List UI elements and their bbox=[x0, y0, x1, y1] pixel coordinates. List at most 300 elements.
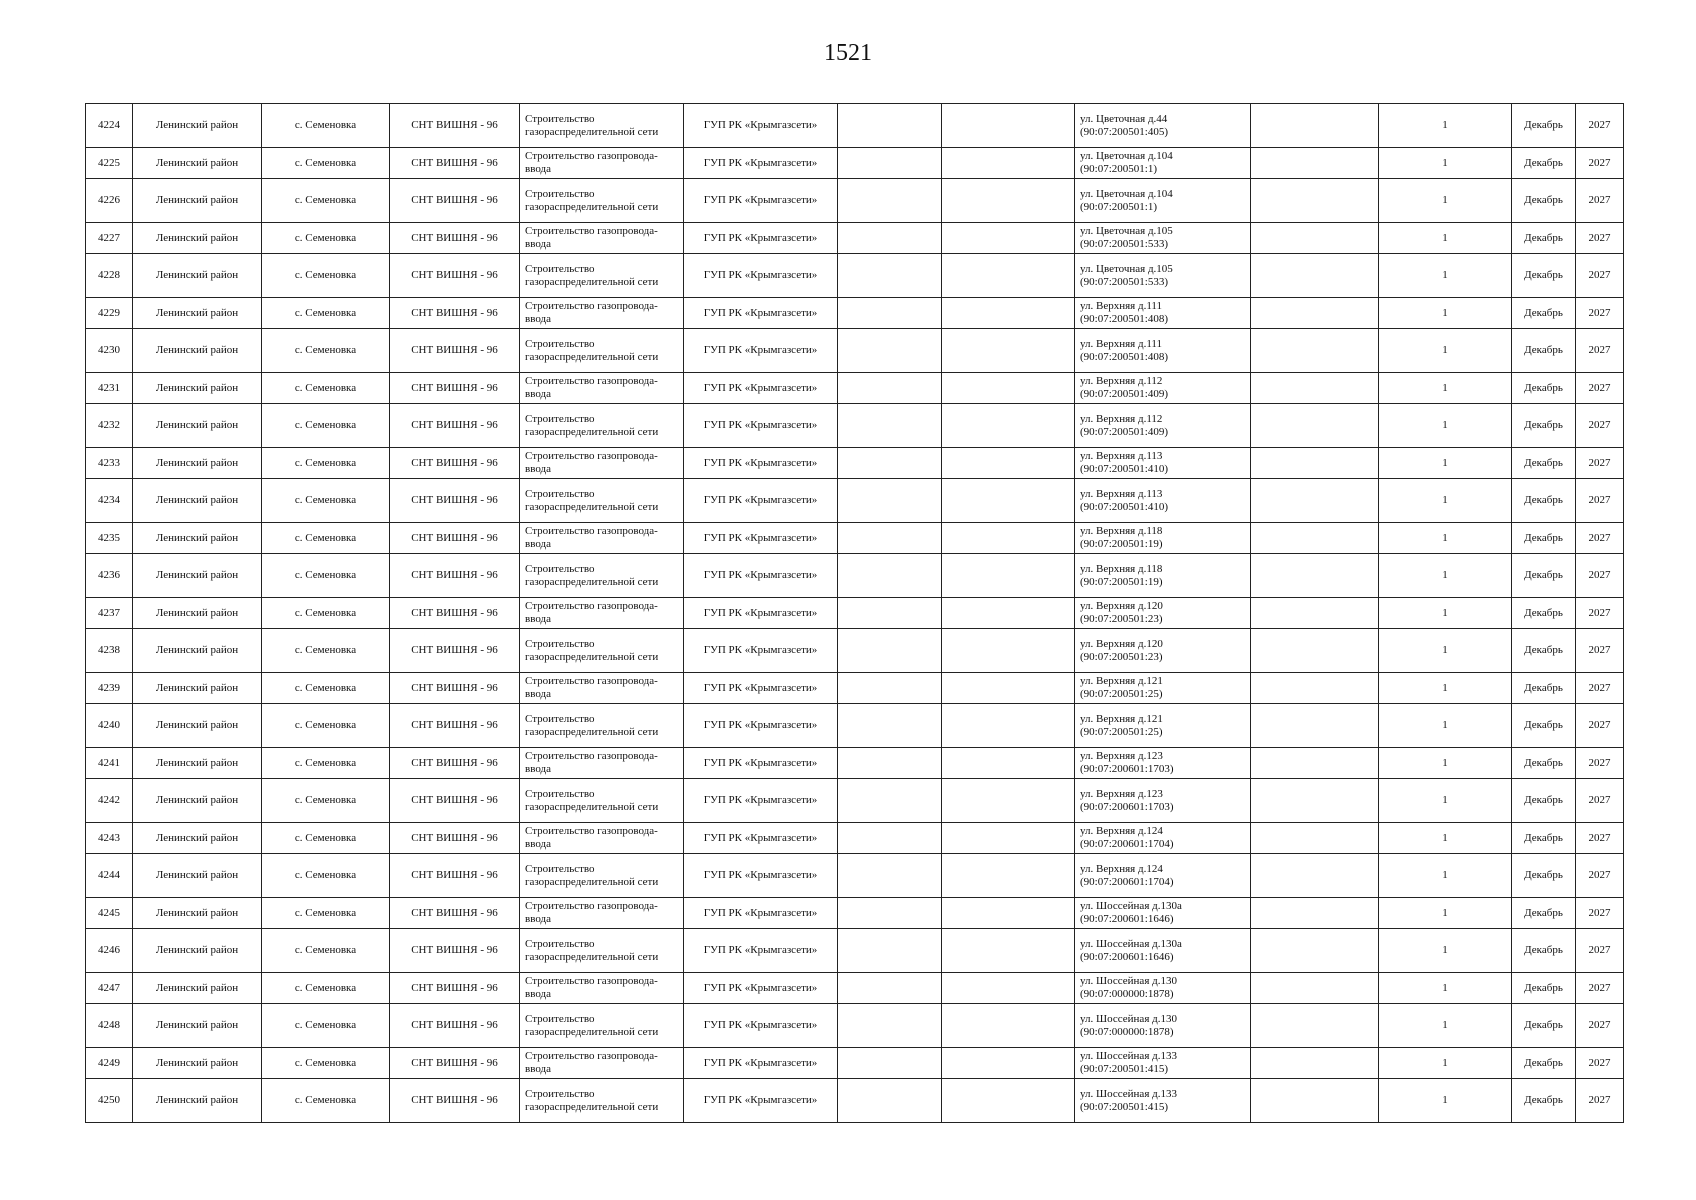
empty-cell bbox=[838, 523, 942, 554]
month-cell: Декабрь bbox=[1512, 898, 1576, 929]
work-type-cell: Строительство газопровода-ввода bbox=[520, 1048, 684, 1079]
snt-cell: СНТ ВИШНЯ - 96 bbox=[390, 1048, 520, 1079]
cadastral-number: (90:07:200501:19) bbox=[1080, 538, 1163, 550]
address-text: ул. Верхняя д.118 bbox=[1080, 562, 1163, 575]
table-row bbox=[86, 973, 1624, 1004]
quantity-cell: 1 bbox=[1379, 973, 1512, 1004]
snt-cell: СНТ ВИШНЯ - 96 bbox=[390, 373, 520, 404]
table-row bbox=[86, 254, 1624, 298]
empty-cell bbox=[838, 779, 942, 823]
quantity-cell: 1 bbox=[1379, 898, 1512, 929]
table-row bbox=[86, 1079, 1624, 1123]
empty-cell bbox=[942, 223, 1075, 254]
address-cell bbox=[1075, 673, 1251, 704]
row-number-cell: 4228 bbox=[86, 254, 133, 298]
empty-cell bbox=[1251, 104, 1379, 148]
table-row bbox=[86, 479, 1624, 523]
year-cell: 2027 bbox=[1576, 748, 1624, 779]
quantity-cell: 1 bbox=[1379, 554, 1512, 598]
empty-cell bbox=[1251, 254, 1379, 298]
organization-cell: ГУП РК «Крымгазсети» bbox=[684, 554, 838, 598]
work-type-cell: Строительство газораспределительной сети bbox=[520, 479, 684, 523]
work-type-cell: Строительство газораспределительной сети bbox=[520, 179, 684, 223]
month-cell: Декабрь bbox=[1512, 779, 1576, 823]
village-cell: с. Семеновка bbox=[262, 898, 390, 929]
empty-cell bbox=[838, 404, 942, 448]
empty-cell bbox=[1251, 748, 1379, 779]
table-row bbox=[86, 329, 1624, 373]
address-cell bbox=[1075, 1079, 1251, 1123]
empty-cell bbox=[838, 554, 942, 598]
address-text: ул. Верхняя д.111 bbox=[1080, 337, 1163, 350]
district-cell: Ленинский район bbox=[133, 329, 262, 373]
year-cell: 2027 bbox=[1576, 373, 1624, 404]
quantity-cell: 1 bbox=[1379, 598, 1512, 629]
empty-cell bbox=[838, 673, 942, 704]
month-cell: Декабрь bbox=[1512, 704, 1576, 748]
village-cell: с. Семеновка bbox=[262, 448, 390, 479]
village-cell: с. Семеновка bbox=[262, 148, 390, 179]
month-cell: Декабрь bbox=[1512, 1079, 1576, 1123]
month-cell: Декабрь bbox=[1512, 1048, 1576, 1079]
empty-cell bbox=[1251, 329, 1379, 373]
organization-cell: ГУП РК «Крымгазсети» bbox=[684, 1048, 838, 1079]
year-cell: 2027 bbox=[1576, 629, 1624, 673]
table-row bbox=[86, 1004, 1624, 1048]
work-schedule-table bbox=[85, 103, 1624, 1123]
snt-cell: СНТ ВИШНЯ - 96 bbox=[390, 1004, 520, 1048]
organization-cell: ГУП РК «Крымгазсети» bbox=[684, 673, 838, 704]
cadastral-number: (90:07:200501:1) bbox=[1080, 163, 1157, 175]
snt-cell: СНТ ВИШНЯ - 96 bbox=[390, 179, 520, 223]
year-cell: 2027 bbox=[1576, 329, 1624, 373]
table-row bbox=[86, 554, 1624, 598]
village-cell: с. Семеновка bbox=[262, 673, 390, 704]
empty-cell bbox=[942, 104, 1075, 148]
snt-cell: СНТ ВИШНЯ - 96 bbox=[390, 1079, 520, 1123]
empty-cell bbox=[942, 179, 1075, 223]
snt-cell: СНТ ВИШНЯ - 96 bbox=[390, 479, 520, 523]
snt-cell: СНТ ВИШНЯ - 96 bbox=[390, 629, 520, 673]
work-type-cell: Строительство газопровода-ввода bbox=[520, 598, 684, 629]
work-type-cell: Строительство газораспределительной сети bbox=[520, 404, 684, 448]
district-cell: Ленинский район bbox=[133, 1048, 262, 1079]
district-cell: Ленинский район bbox=[133, 854, 262, 898]
village-cell: с. Семеновка bbox=[262, 373, 390, 404]
quantity-cell: 1 bbox=[1379, 779, 1512, 823]
table-row bbox=[86, 629, 1624, 673]
work-type-cell: Строительство газопровода-ввода bbox=[520, 823, 684, 854]
quantity-cell: 1 bbox=[1379, 329, 1512, 373]
empty-cell bbox=[942, 629, 1075, 673]
address-text: ул. Верхняя д.124 bbox=[1080, 825, 1163, 837]
district-cell: Ленинский район bbox=[133, 223, 262, 254]
row-number-cell: 4225 bbox=[86, 148, 133, 179]
quantity-cell: 1 bbox=[1379, 404, 1512, 448]
cadastral-number: (90:07:200501:19) bbox=[1080, 575, 1163, 588]
quantity-cell: 1 bbox=[1379, 1004, 1512, 1048]
address-cell bbox=[1075, 523, 1251, 554]
empty-cell bbox=[942, 598, 1075, 629]
district-cell: Ленинский район bbox=[133, 1004, 262, 1048]
district-cell: Ленинский район bbox=[133, 148, 262, 179]
row-number-cell: 4239 bbox=[86, 673, 133, 704]
district-cell: Ленинский район bbox=[133, 523, 262, 554]
organization-cell: ГУП РК «Крымгазсети» bbox=[684, 404, 838, 448]
year-cell: 2027 bbox=[1576, 104, 1624, 148]
district-cell: Ленинский район bbox=[133, 673, 262, 704]
table-row bbox=[86, 148, 1624, 179]
village-cell: с. Семеновка bbox=[262, 254, 390, 298]
empty-cell bbox=[942, 973, 1075, 1004]
empty-cell bbox=[838, 823, 942, 854]
month-cell: Декабрь bbox=[1512, 973, 1576, 1004]
empty-cell bbox=[838, 298, 942, 329]
month-cell: Декабрь bbox=[1512, 673, 1576, 704]
address-text: ул. Цветочная д.44 bbox=[1080, 112, 1168, 125]
organization-cell: ГУП РК «Крымгазсети» bbox=[684, 104, 838, 148]
quantity-cell: 1 bbox=[1379, 673, 1512, 704]
cadastral-number: (90:07:200501:405) bbox=[1080, 125, 1168, 138]
row-number-cell: 4249 bbox=[86, 1048, 133, 1079]
cadastral-number: (90:07:200601:1704) bbox=[1080, 838, 1174, 850]
snt-cell: СНТ ВИШНЯ - 96 bbox=[390, 704, 520, 748]
village-cell: с. Семеновка bbox=[262, 104, 390, 148]
address-text: ул. Верхняя д.112 bbox=[1080, 375, 1163, 387]
table-row bbox=[86, 104, 1624, 148]
empty-cell bbox=[1251, 1048, 1379, 1079]
cadastral-number: (90:07:200501:409) bbox=[1080, 425, 1168, 438]
address-cell bbox=[1075, 973, 1251, 1004]
address-text: ул. Верхняя д.121 bbox=[1080, 712, 1163, 725]
year-cell: 2027 bbox=[1576, 973, 1624, 1004]
address-text: ул. Верхняя д.123 bbox=[1080, 787, 1163, 800]
table-row bbox=[86, 373, 1624, 404]
work-type-cell: Строительство газопровода-ввода bbox=[520, 448, 684, 479]
quantity-cell: 1 bbox=[1379, 1048, 1512, 1079]
empty-cell bbox=[838, 929, 942, 973]
empty-cell bbox=[942, 1079, 1075, 1123]
village-cell: с. Семеновка bbox=[262, 554, 390, 598]
village-cell: с. Семеновка bbox=[262, 748, 390, 779]
empty-cell bbox=[838, 1048, 942, 1079]
empty-cell bbox=[1251, 673, 1379, 704]
row-number-cell: 4237 bbox=[86, 598, 133, 629]
address-cell bbox=[1075, 179, 1251, 223]
district-cell: Ленинский район bbox=[133, 373, 262, 404]
cadastral-number: (90:07:200501:415) bbox=[1080, 1063, 1168, 1075]
address-text: ул. Шоссейная д.133 bbox=[1080, 1050, 1177, 1062]
year-cell: 2027 bbox=[1576, 779, 1624, 823]
village-cell: с. Семеновка bbox=[262, 404, 390, 448]
snt-cell: СНТ ВИШНЯ - 96 bbox=[390, 598, 520, 629]
row-number-cell: 4229 bbox=[86, 298, 133, 329]
district-cell: Ленинский район bbox=[133, 254, 262, 298]
empty-cell bbox=[838, 148, 942, 179]
address-cell bbox=[1075, 148, 1251, 179]
address-text: ул. Верхняя д.113 bbox=[1080, 450, 1163, 462]
work-type-cell: Строительство газораспределительной сети bbox=[520, 104, 684, 148]
snt-cell: СНТ ВИШНЯ - 96 bbox=[390, 673, 520, 704]
empty-cell bbox=[942, 298, 1075, 329]
row-number-cell: 4240 bbox=[86, 704, 133, 748]
quantity-cell: 1 bbox=[1379, 929, 1512, 973]
address-text: ул. Шоссейная д.130а bbox=[1080, 937, 1182, 950]
month-cell: Декабрь bbox=[1512, 179, 1576, 223]
district-cell: Ленинский район bbox=[133, 448, 262, 479]
address-cell bbox=[1075, 1004, 1251, 1048]
quantity-cell: 1 bbox=[1379, 223, 1512, 254]
organization-cell: ГУП РК «Крымгазсети» bbox=[684, 298, 838, 329]
empty-cell bbox=[1251, 629, 1379, 673]
organization-cell: ГУП РК «Крымгазсети» bbox=[684, 973, 838, 1004]
address-text: ул. Верхняя д.120 bbox=[1080, 637, 1163, 650]
district-cell: Ленинский район bbox=[133, 554, 262, 598]
empty-cell bbox=[1251, 1079, 1379, 1123]
work-type-cell: Строительство газораспределительной сети bbox=[520, 554, 684, 598]
snt-cell: СНТ ВИШНЯ - 96 bbox=[390, 404, 520, 448]
village-cell: с. Семеновка bbox=[262, 223, 390, 254]
address-text: ул. Цветочная д.104 bbox=[1080, 187, 1173, 200]
empty-cell bbox=[942, 673, 1075, 704]
snt-cell: СНТ ВИШНЯ - 96 bbox=[390, 148, 520, 179]
quantity-cell: 1 bbox=[1379, 479, 1512, 523]
quantity-cell: 1 bbox=[1379, 254, 1512, 298]
empty-cell bbox=[1251, 704, 1379, 748]
month-cell: Декабрь bbox=[1512, 223, 1576, 254]
address-cell bbox=[1075, 929, 1251, 973]
year-cell: 2027 bbox=[1576, 704, 1624, 748]
address-cell bbox=[1075, 598, 1251, 629]
village-cell: с. Семеновка bbox=[262, 523, 390, 554]
snt-cell: СНТ ВИШНЯ - 96 bbox=[390, 223, 520, 254]
quantity-cell: 1 bbox=[1379, 1079, 1512, 1123]
empty-cell bbox=[1251, 298, 1379, 329]
empty-cell bbox=[1251, 823, 1379, 854]
empty-cell bbox=[942, 1048, 1075, 1079]
address-cell bbox=[1075, 329, 1251, 373]
empty-cell bbox=[942, 373, 1075, 404]
address-cell bbox=[1075, 479, 1251, 523]
organization-cell: ГУП РК «Крымгазсети» bbox=[684, 629, 838, 673]
year-cell: 2027 bbox=[1576, 523, 1624, 554]
village-cell: с. Семеновка bbox=[262, 823, 390, 854]
year-cell: 2027 bbox=[1576, 554, 1624, 598]
year-cell: 2027 bbox=[1576, 1004, 1624, 1048]
district-cell: Ленинский район bbox=[133, 704, 262, 748]
district-cell: Ленинский район bbox=[133, 779, 262, 823]
table-row bbox=[86, 823, 1624, 854]
row-number-cell: 4245 bbox=[86, 898, 133, 929]
work-type-cell: Строительство газопровода-ввода bbox=[520, 973, 684, 1004]
empty-cell bbox=[942, 329, 1075, 373]
empty-cell bbox=[838, 598, 942, 629]
empty-cell bbox=[838, 254, 942, 298]
month-cell: Декабрь bbox=[1512, 823, 1576, 854]
work-type-cell: Строительство газораспределительной сети bbox=[520, 1079, 684, 1123]
snt-cell: СНТ ВИШНЯ - 96 bbox=[390, 823, 520, 854]
cadastral-number: (90:07:200601:1703) bbox=[1080, 763, 1174, 775]
month-cell: Декабрь bbox=[1512, 1004, 1576, 1048]
organization-cell: ГУП РК «Крымгазсети» bbox=[684, 1079, 838, 1123]
empty-cell bbox=[1251, 373, 1379, 404]
month-cell: Декабрь bbox=[1512, 929, 1576, 973]
work-type-cell: Строительство газораспределительной сети bbox=[520, 854, 684, 898]
table-row bbox=[86, 598, 1624, 629]
month-cell: Декабрь bbox=[1512, 404, 1576, 448]
table-row bbox=[86, 404, 1624, 448]
cadastral-number: (90:07:200501:23) bbox=[1080, 613, 1163, 625]
empty-cell bbox=[942, 254, 1075, 298]
snt-cell: СНТ ВИШНЯ - 96 bbox=[390, 973, 520, 1004]
empty-cell bbox=[1251, 598, 1379, 629]
quantity-cell: 1 bbox=[1379, 448, 1512, 479]
empty-cell bbox=[838, 179, 942, 223]
empty-cell bbox=[942, 404, 1075, 448]
row-number-cell: 4232 bbox=[86, 404, 133, 448]
address-cell bbox=[1075, 254, 1251, 298]
snt-cell: СНТ ВИШНЯ - 96 bbox=[390, 854, 520, 898]
address-text: ул. Шоссейная д.130а bbox=[1080, 900, 1182, 912]
address-text: ул. Цветочная д.105 bbox=[1080, 225, 1173, 237]
year-cell: 2027 bbox=[1576, 854, 1624, 898]
cadastral-number: (90:07:200501:409) bbox=[1080, 388, 1168, 400]
row-number-cell: 4247 bbox=[86, 973, 133, 1004]
address-cell bbox=[1075, 748, 1251, 779]
work-type-cell: Строительство газопровода-ввода bbox=[520, 748, 684, 779]
village-cell: с. Семеновка bbox=[262, 179, 390, 223]
empty-cell bbox=[838, 748, 942, 779]
cadastral-number: (90:07:200501:1) bbox=[1080, 200, 1157, 213]
empty-cell bbox=[942, 448, 1075, 479]
organization-cell: ГУП РК «Крымгазсети» bbox=[684, 448, 838, 479]
year-cell: 2027 bbox=[1576, 148, 1624, 179]
empty-cell bbox=[838, 704, 942, 748]
quantity-cell: 1 bbox=[1379, 854, 1512, 898]
district-cell: Ленинский район bbox=[133, 598, 262, 629]
snt-cell: СНТ ВИШНЯ - 96 bbox=[390, 254, 520, 298]
address-cell bbox=[1075, 373, 1251, 404]
empty-cell bbox=[838, 104, 942, 148]
address-cell bbox=[1075, 629, 1251, 673]
table-row bbox=[86, 179, 1624, 223]
table-row bbox=[86, 898, 1624, 929]
snt-cell: СНТ ВИШНЯ - 96 bbox=[390, 448, 520, 479]
cadastral-number: (90:07:200501:410) bbox=[1080, 463, 1168, 475]
empty-cell bbox=[838, 479, 942, 523]
cadastral-number: (90:07:000000:1878) bbox=[1080, 1025, 1174, 1038]
empty-cell bbox=[1251, 223, 1379, 254]
empty-cell bbox=[1251, 179, 1379, 223]
village-cell: с. Семеновка bbox=[262, 704, 390, 748]
table-row bbox=[86, 929, 1624, 973]
quantity-cell: 1 bbox=[1379, 629, 1512, 673]
row-number-cell: 4246 bbox=[86, 929, 133, 973]
organization-cell: ГУП РК «Крымгазсети» bbox=[684, 854, 838, 898]
empty-cell bbox=[1251, 1004, 1379, 1048]
empty-cell bbox=[942, 704, 1075, 748]
address-cell bbox=[1075, 554, 1251, 598]
month-cell: Декабрь bbox=[1512, 448, 1576, 479]
empty-cell bbox=[942, 748, 1075, 779]
organization-cell: ГУП РК «Крымгазсети» bbox=[684, 223, 838, 254]
empty-cell bbox=[838, 373, 942, 404]
address-cell bbox=[1075, 1048, 1251, 1079]
year-cell: 2027 bbox=[1576, 1048, 1624, 1079]
organization-cell: ГУП РК «Крымгазсети» bbox=[684, 823, 838, 854]
village-cell: с. Семеновка bbox=[262, 1048, 390, 1079]
district-cell: Ленинский район bbox=[133, 404, 262, 448]
empty-cell bbox=[942, 479, 1075, 523]
empty-cell bbox=[942, 898, 1075, 929]
row-number-cell: 4243 bbox=[86, 823, 133, 854]
empty-cell bbox=[838, 329, 942, 373]
table-row bbox=[86, 704, 1624, 748]
empty-cell bbox=[1251, 554, 1379, 598]
year-cell: 2027 bbox=[1576, 898, 1624, 929]
month-cell: Декабрь bbox=[1512, 748, 1576, 779]
address-cell bbox=[1075, 223, 1251, 254]
month-cell: Декабрь bbox=[1512, 148, 1576, 179]
quantity-cell: 1 bbox=[1379, 823, 1512, 854]
work-type-cell: Строительство газопровода-ввода bbox=[520, 898, 684, 929]
village-cell: с. Семеновка bbox=[262, 479, 390, 523]
address-text: ул. Верхняя д.118 bbox=[1080, 525, 1163, 537]
year-cell: 2027 bbox=[1576, 179, 1624, 223]
month-cell: Декабрь bbox=[1512, 479, 1576, 523]
address-text: ул. Цветочная д.105 bbox=[1080, 262, 1173, 275]
month-cell: Декабрь bbox=[1512, 104, 1576, 148]
cadastral-number: (90:07:000000:1878) bbox=[1080, 988, 1174, 1000]
snt-cell: СНТ ВИШНЯ - 96 bbox=[390, 748, 520, 779]
district-cell: Ленинский район bbox=[133, 104, 262, 148]
organization-cell: ГУП РК «Крымгазсети» bbox=[684, 598, 838, 629]
district-cell: Ленинский район bbox=[133, 973, 262, 1004]
organization-cell: ГУП РК «Крымгазсети» bbox=[684, 329, 838, 373]
cadastral-number: (90:07:200501:415) bbox=[1080, 1100, 1168, 1113]
row-number-cell: 4230 bbox=[86, 329, 133, 373]
work-type-cell: Строительство газораспределительной сети bbox=[520, 254, 684, 298]
village-cell: с. Семеновка bbox=[262, 598, 390, 629]
work-type-cell: Строительство газораспределительной сети bbox=[520, 329, 684, 373]
quantity-cell: 1 bbox=[1379, 104, 1512, 148]
address-cell bbox=[1075, 823, 1251, 854]
table-row bbox=[86, 779, 1624, 823]
district-cell: Ленинский район bbox=[133, 748, 262, 779]
cadastral-number: (90:07:200501:533) bbox=[1080, 238, 1168, 250]
address-cell bbox=[1075, 854, 1251, 898]
organization-cell: ГУП РК «Крымгазсети» bbox=[684, 373, 838, 404]
year-cell: 2027 bbox=[1576, 929, 1624, 973]
address-text: ул. Верхняя д.121 bbox=[1080, 675, 1163, 687]
cadastral-number: (90:07:200501:25) bbox=[1080, 725, 1163, 738]
empty-cell bbox=[1251, 929, 1379, 973]
organization-cell: ГУП РК «Крымгазсети» bbox=[684, 1004, 838, 1048]
organization-cell: ГУП РК «Крымгазсети» bbox=[684, 748, 838, 779]
address-cell bbox=[1075, 404, 1251, 448]
work-type-cell: Строительство газопровода-ввода bbox=[520, 673, 684, 704]
row-number-cell: 4227 bbox=[86, 223, 133, 254]
empty-cell bbox=[838, 629, 942, 673]
quantity-cell: 1 bbox=[1379, 523, 1512, 554]
year-cell: 2027 bbox=[1576, 598, 1624, 629]
quantity-cell: 1 bbox=[1379, 298, 1512, 329]
year-cell: 2027 bbox=[1576, 448, 1624, 479]
empty-cell bbox=[838, 1079, 942, 1123]
month-cell: Декабрь bbox=[1512, 598, 1576, 629]
address-cell bbox=[1075, 704, 1251, 748]
empty-cell bbox=[1251, 148, 1379, 179]
